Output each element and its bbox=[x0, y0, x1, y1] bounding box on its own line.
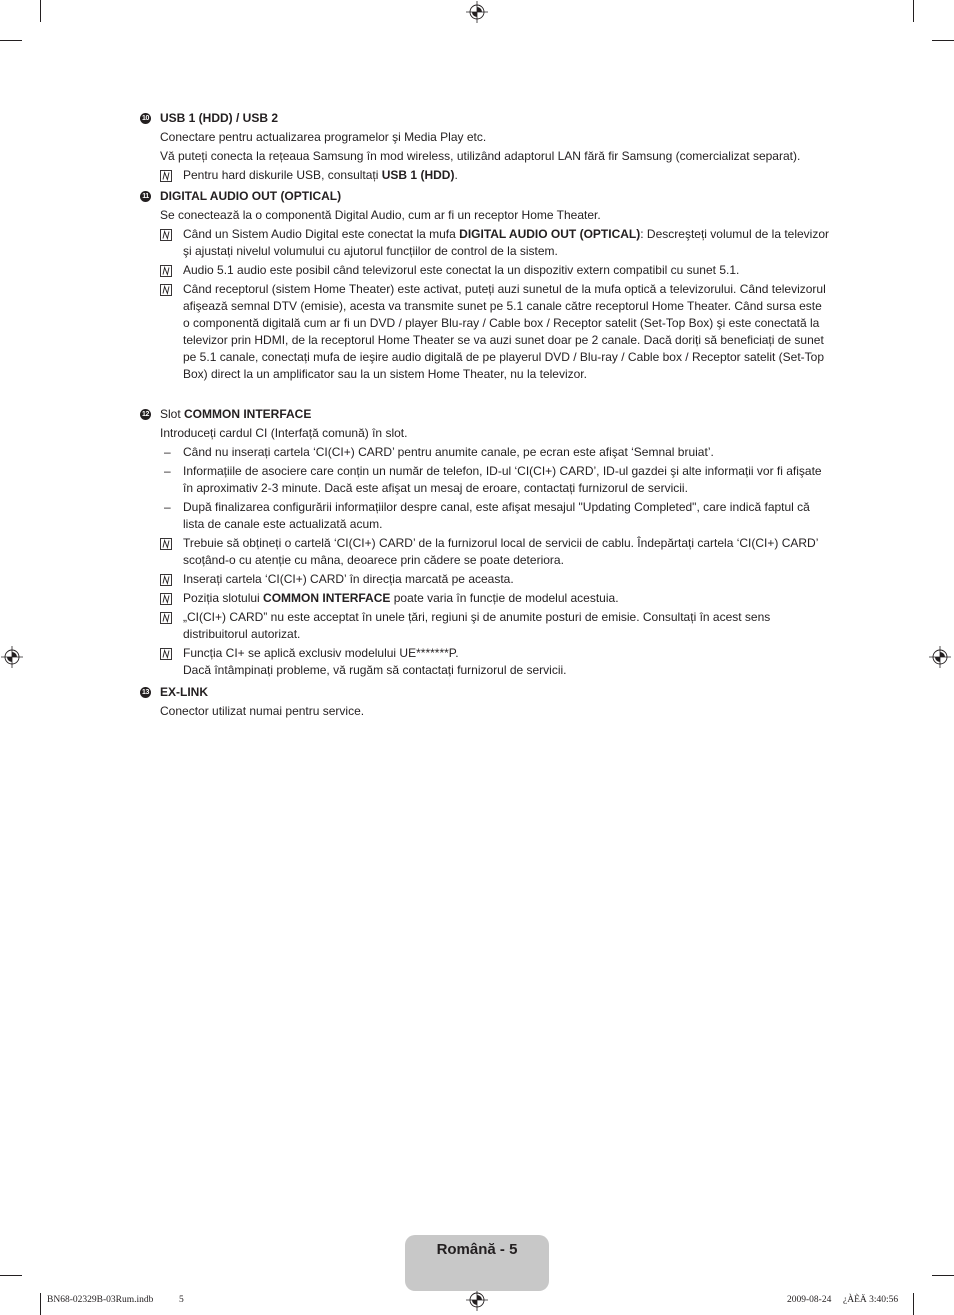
crop-mark-top-right-vertical bbox=[913, 0, 914, 22]
section-ex-link bbox=[140, 684, 860, 720]
body-paragraph bbox=[140, 425, 860, 442]
text-segment: . bbox=[454, 168, 458, 182]
section-usb bbox=[140, 110, 860, 184]
section-number-badge: 13 bbox=[142, 688, 149, 696]
crop-mark-bottom-right-horizontal bbox=[932, 1275, 954, 1276]
note-icon bbox=[160, 265, 172, 277]
text-segment: Pentru hard diskurile USB, consultați bbox=[183, 168, 382, 182]
text-line: Când nu inserați cartela ‘CI(CI+) CARD’ pentru anumite canale, pe ecran este afişat ‘Semnal bruiat’. bbox=[183, 444, 714, 459]
text-line: Introduceți cardul CI (Interfață comună) în slot. bbox=[160, 425, 408, 440]
text-line: şi ajustați nivelul volumului cu ajutorul funcțiilor de control de la sistem. bbox=[183, 243, 558, 258]
body-paragraph bbox=[140, 703, 860, 720]
note-item bbox=[140, 281, 860, 383]
section-title: DIGITAL AUDIO OUT (OPTICAL) bbox=[160, 188, 342, 203]
text-segment: Slot bbox=[160, 406, 185, 421]
note-icon bbox=[160, 229, 172, 241]
section-number-badge: 12 bbox=[142, 410, 149, 418]
note-icon bbox=[160, 574, 172, 586]
text-line: „CI(CI+) CARD” nu este acceptat în unele țări, regiuni şi de anumite posturi de emisie. Consultați în acest sens bbox=[183, 609, 771, 624]
bold-term: COMMON INTERFACE bbox=[263, 590, 391, 605]
note-item bbox=[140, 535, 860, 569]
body-paragraph bbox=[140, 129, 860, 146]
text-line: lista de canale este actualizată acum. bbox=[183, 516, 383, 531]
text-line: Trebuie să obțineți o cartelă ‘CI(CI+) CARD’ de la furnizorul local de servicii de cablu. Îndepărtați cartela ‘CI(CI+) CARD’ bbox=[183, 535, 819, 550]
section-heading bbox=[140, 406, 860, 423]
text-line: Funcția CI+ se aplică exclusiv modelului UE*******P. bbox=[183, 645, 459, 660]
section-digital-audio-out bbox=[140, 188, 860, 383]
text-line: Când receptorul (sistem Home Theater) este activat, puteți auzi sunetul de la mufa optică a televizorului. Când televizorul bbox=[183, 281, 826, 296]
note-icon bbox=[160, 284, 172, 296]
registration-mark-icon bbox=[466, 1, 488, 23]
slug-file-name: BN68-02329B-03Rum.indb bbox=[47, 1295, 154, 1305]
registration-mark-icon bbox=[929, 646, 951, 668]
text-line: Box) direct la un amplificator sau la un sistem Home Theater, nu la televizor. bbox=[183, 366, 587, 381]
text-line: Informațiile de asociere care conțin un număr de telefon, ID-ul ‘CI(CI+) CARD’, ID-ul gazdei şi alte informații vor fi afişate bbox=[183, 463, 822, 478]
note-icon bbox=[160, 612, 172, 624]
section-number-badge: 10 bbox=[142, 115, 149, 122]
section-heading bbox=[140, 188, 860, 205]
note-item bbox=[140, 226, 860, 260]
note-icon bbox=[160, 648, 172, 660]
registration-mark-icon bbox=[1, 646, 23, 668]
crop-mark-bottom-left-horizontal bbox=[0, 1275, 22, 1276]
crop-mark-top-left-vertical bbox=[40, 0, 41, 22]
section-title bbox=[160, 406, 311, 423]
text-line bbox=[183, 167, 860, 184]
slug-page-number: 5 bbox=[179, 1295, 184, 1305]
crop-mark-bottom-right-vertical bbox=[913, 1293, 914, 1315]
text-segment: Când un Sistem Audio Digital este conectat la mufa bbox=[183, 226, 460, 241]
text-line: afişează semnal DTV (emisie), acesta va transmite sunet pe 5.1 canale către receptorul Home Theater. Când sursa este bbox=[183, 298, 822, 313]
bold-term: USB 1 (HDD) bbox=[381, 168, 455, 182]
section-common-interface bbox=[140, 406, 860, 679]
crop-mark-top-right-horizontal bbox=[932, 40, 954, 41]
page-label: Română - 5 bbox=[436, 1241, 518, 1258]
text-line: Se conectează la o componentă Digital Audio, cum ar fi un receptor Home Theater. bbox=[160, 207, 601, 222]
body-paragraph bbox=[140, 207, 860, 224]
registration-mark-icon bbox=[466, 1289, 488, 1311]
note-item bbox=[140, 571, 860, 588]
text-segment: poate varia în funcție de modelul acestuia. bbox=[390, 590, 619, 605]
text-line bbox=[183, 590, 860, 607]
text-line: pe 5.1 canale, conectați mufa de ieşire audio digitală de pe playerul DVD / Blu-ray / Cable box / Receptor satelit (Set-Top bbox=[183, 349, 825, 364]
crop-mark-top-left-horizontal bbox=[0, 40, 22, 41]
body-paragraph bbox=[140, 148, 860, 165]
slug-date: 2009-08-24 bbox=[787, 1295, 832, 1305]
section-title: USB 1 (HDD) / USB 2 bbox=[160, 111, 279, 125]
text-line: o componentă digitală cum ar fi un DVD / player Blu-ray / Cable box / Receptor satelit (Set-Top Box) şi este conectată la bbox=[183, 315, 820, 330]
text-line: Inserați cartela ‘CI(CI+) CARD’ în direcția marcată pe aceasta. bbox=[183, 571, 514, 586]
bold-term: DIGITAL AUDIO OUT (OPTICAL) bbox=[459, 226, 641, 241]
text-line bbox=[183, 226, 860, 243]
slug-time: ¿ÀÈÄ 3:40:56 bbox=[843, 1295, 899, 1305]
text-line: Conectare pentru actualizarea programelor şi Media Play etc. bbox=[160, 130, 487, 144]
section-title: EX-LINK bbox=[160, 684, 208, 699]
note-item bbox=[140, 262, 860, 279]
text-line: în aproximativ 2-3 minute. Dacă este afişat un mesaj de eroare, contactați furnizorul de servicii. bbox=[183, 480, 688, 495]
text-line: Dacă întâmpinați probleme, vă rugăm să contactați furnizorul de servicii. bbox=[183, 662, 567, 677]
dash-item bbox=[140, 444, 860, 461]
note-icon bbox=[160, 170, 172, 182]
crop-mark-bottom-left-vertical bbox=[40, 1293, 41, 1315]
text-segment: Poziția slotului bbox=[183, 590, 264, 605]
text-line: televizor prin HDMI, de la receptorul Home Theater se va auzi sunet doar pe 2 canale. Dacă doriți să beneficiați de sunet bbox=[183, 332, 824, 347]
text-line: Conector utilizat numai pentru service. bbox=[160, 703, 365, 718]
dash-item bbox=[140, 463, 860, 497]
text-line: distribuitorul autorizat. bbox=[183, 626, 301, 641]
note-item bbox=[140, 645, 860, 679]
note-icon bbox=[160, 538, 172, 550]
dash-bullet: – bbox=[164, 444, 171, 459]
text-line: După finalizarea configurării informațiilor despre canal, este afişat mesajul "Updating Completed", care indică faptul că bbox=[183, 499, 810, 514]
dash-bullet: – bbox=[164, 463, 171, 478]
note-icon bbox=[160, 593, 172, 605]
dash-bullet: – bbox=[164, 499, 171, 514]
note-item bbox=[140, 590, 860, 607]
page-number-tab bbox=[405, 1235, 549, 1291]
bold-term: COMMON INTERFACE bbox=[184, 406, 312, 421]
section-heading bbox=[140, 684, 860, 701]
text-line: scoțând-o cu atenție cu mâna, deoarece prin cădere se poate deteriora. bbox=[183, 552, 564, 567]
text-line: Vă puteți conecta la rețeaua Samsung în mod wireless, utilizând adaptorul LAN fără fir Samsung (comercializat separat). bbox=[160, 149, 801, 163]
note-item bbox=[140, 609, 860, 643]
section-heading bbox=[140, 110, 860, 127]
text-line: Audio 5.1 audio este posibil când televizorul este conectat la un dispozitiv extern compatibil cu sunet 5.1. bbox=[183, 262, 740, 277]
text-segment: : Descreşteți volumul de la televizor bbox=[640, 226, 830, 241]
section-number-badge: 11 bbox=[140, 191, 151, 202]
note-item bbox=[140, 167, 860, 184]
dash-item bbox=[140, 499, 860, 533]
